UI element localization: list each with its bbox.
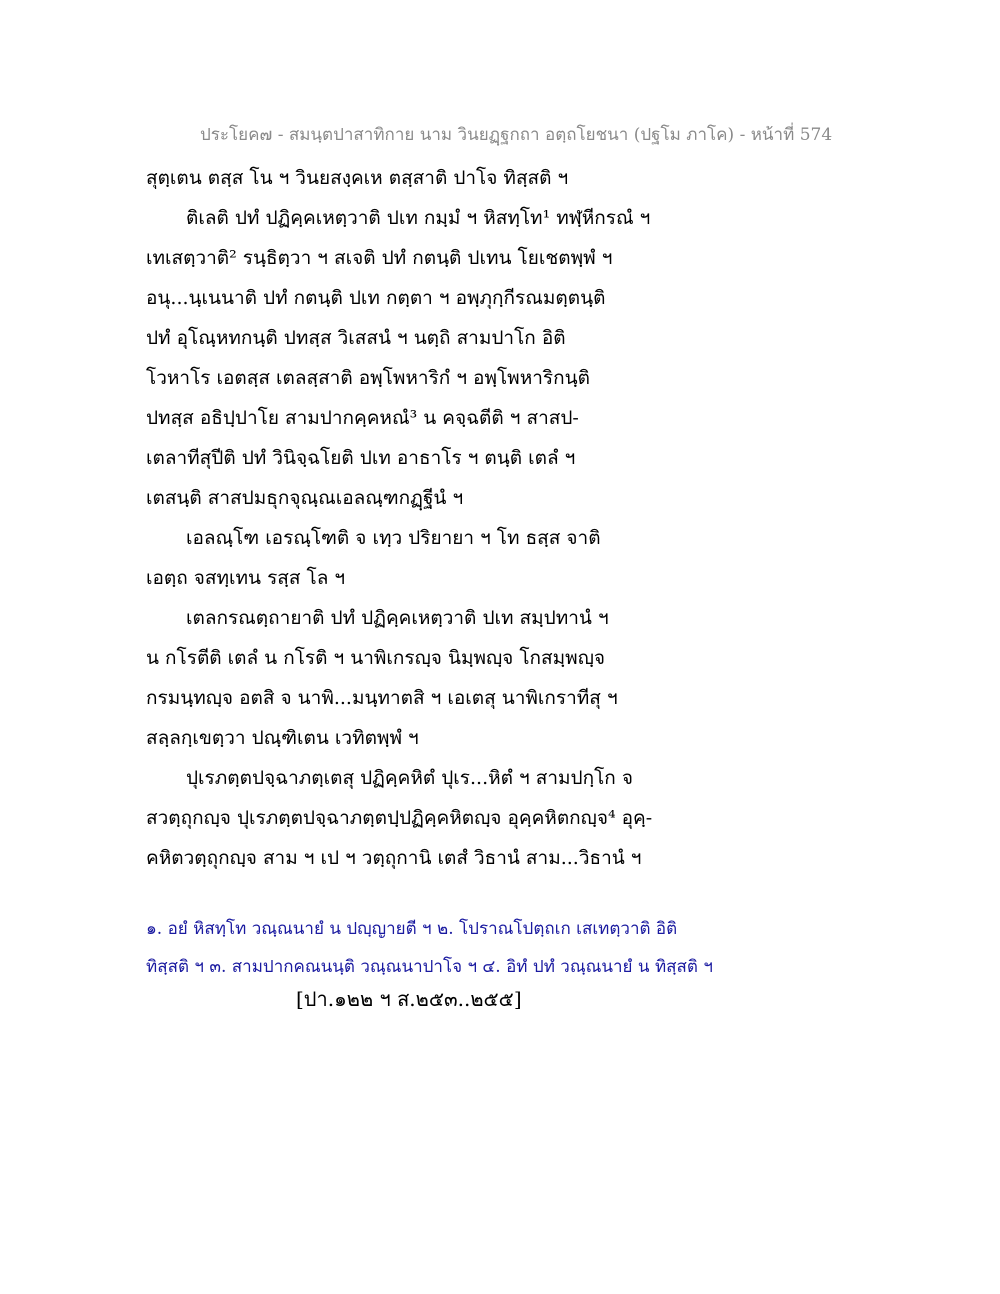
footnote-line: ทิสฺสติ ฯ ๓. สามปากคณนนฺติ วณฺณนาปาโจ ฯ ๔. อิทํ ปทํ วณฺณนายํ น ทิสฺสติ ฯ: [146, 957, 713, 977]
text-line: เตลกรณตฺถายาติ ปทํ ปฏิคฺคเหตฺวาติ ปเท สมฺปทานํ ฯ: [186, 607, 609, 629]
text-line: น กโรตีติ เตลํ น กโรติ ฯ นาพิเกรญฺจ นิมฺพญฺจ โกสมฺพญฺจ: [146, 647, 606, 669]
text-line: คหิตวตฺถุกญฺจ สาม ฯ เป ฯ วตฺถุกานิ เตสํ วิธานํ สาม...วิธานํ ฯ: [146, 847, 642, 869]
text-line: เอลณฺโฑ เอรณฺโฑติ จ เทฺว ปริยายา ฯ โท ธสฺส จาติ: [186, 527, 601, 549]
text-line: ปทํ อุโณฺหทกนฺติ ปทสฺส วิเสสนํ ฯ นตฺถิ สามปาโก อิติ: [146, 327, 566, 349]
text-line: เตลาทีสุปีติ ปทํ วินิจฺฉโยติ ปเท อาธาโร ฯ ตนฺติ เตลํ ฯ: [146, 447, 576, 469]
text-line: กรมนฺทญฺจ อตสิ จ นาพิ...มนฺทาตสิ ฯ เอเตสุ นาพิเกราทีสุ ฯ: [146, 687, 618, 709]
text-line: เตสนฺติ สาสปมธุกจุณฺณเอลณฺฑกฏฺฐีนํ ฯ: [146, 487, 464, 509]
page-reference: [ปา.๑๒๒ ฯ ส.๒๕๓..๒๕๕]: [296, 987, 522, 1011]
text-line: สลฺลกฺเขตฺวา ปณฺฑิเตน เวทิตพฺพํ ฯ: [146, 727, 419, 749]
text-line: อนุ...นฺเนนาติ ปทํ กตนฺติ ปเท กตฺตา ฯ อพฺภุกฺกีรณมตฺตนฺติ: [146, 287, 606, 309]
text-line: เทเสตฺวาติ² รนฺธิตฺวา ฯ สเจติ ปทํ กตนฺติ ปเทน โยเชตพฺพํ ฯ: [146, 247, 613, 269]
text-line: เอตฺถ จสทฺเทน รสฺส โล ฯ: [146, 567, 346, 589]
footnotes: [146, 910, 866, 986]
text-line: สุตฺเตน ตสฺส โน ฯ วินยสงฺคเห ตสฺสาติ ปาโจ ทิสฺสติ ฯ: [146, 167, 569, 189]
body-text: [146, 158, 866, 878]
text-line: โวหาโร เอตสฺส เตลสฺสาติ อพฺโพหาริกํ ฯ อพฺโพหาริกนฺติ: [146, 367, 590, 389]
text-line: ปทสฺส อธิปฺปาโย สามปากคฺคหณํ³ น คจฺฉตีติ ฯ สาสป-: [146, 407, 579, 429]
text-line: ติเลติ ปทํ ปฏิคฺคเหตฺวาติ ปเท กมฺมํ ฯ หิสทฺโท¹ ทฬฺหีกรณํ ฯ: [186, 207, 651, 229]
text-line: สวตฺถุกญฺจ ปุเรภตฺตปจฺฉาภตฺตปฺปฏิคฺคหิตญฺจ อุคฺคหิตกญฺจ⁴ อุคฺ-: [146, 807, 653, 829]
footnote-line: ๑. อยํ หิสทฺโท วณฺณนายํ น ปญฺญายตี ฯ ๒. โปราณโปตฺถเก เสเทตฺวาติ อิติ: [146, 919, 678, 939]
running-header: ประโยค๗ - สมนฺตปาสาทิกาย นาม วินยฏฺฐกถา อตฺถโยชนา (ปฐโม ภาโค) - หน้าที่ 574: [200, 125, 833, 145]
text-line: ปุเรภตฺตปจฺฉาภตฺเตสุ ปฏิคฺคหิตํ ปุเร...หิตํ ฯ สามปกฺโก จ: [186, 767, 633, 789]
